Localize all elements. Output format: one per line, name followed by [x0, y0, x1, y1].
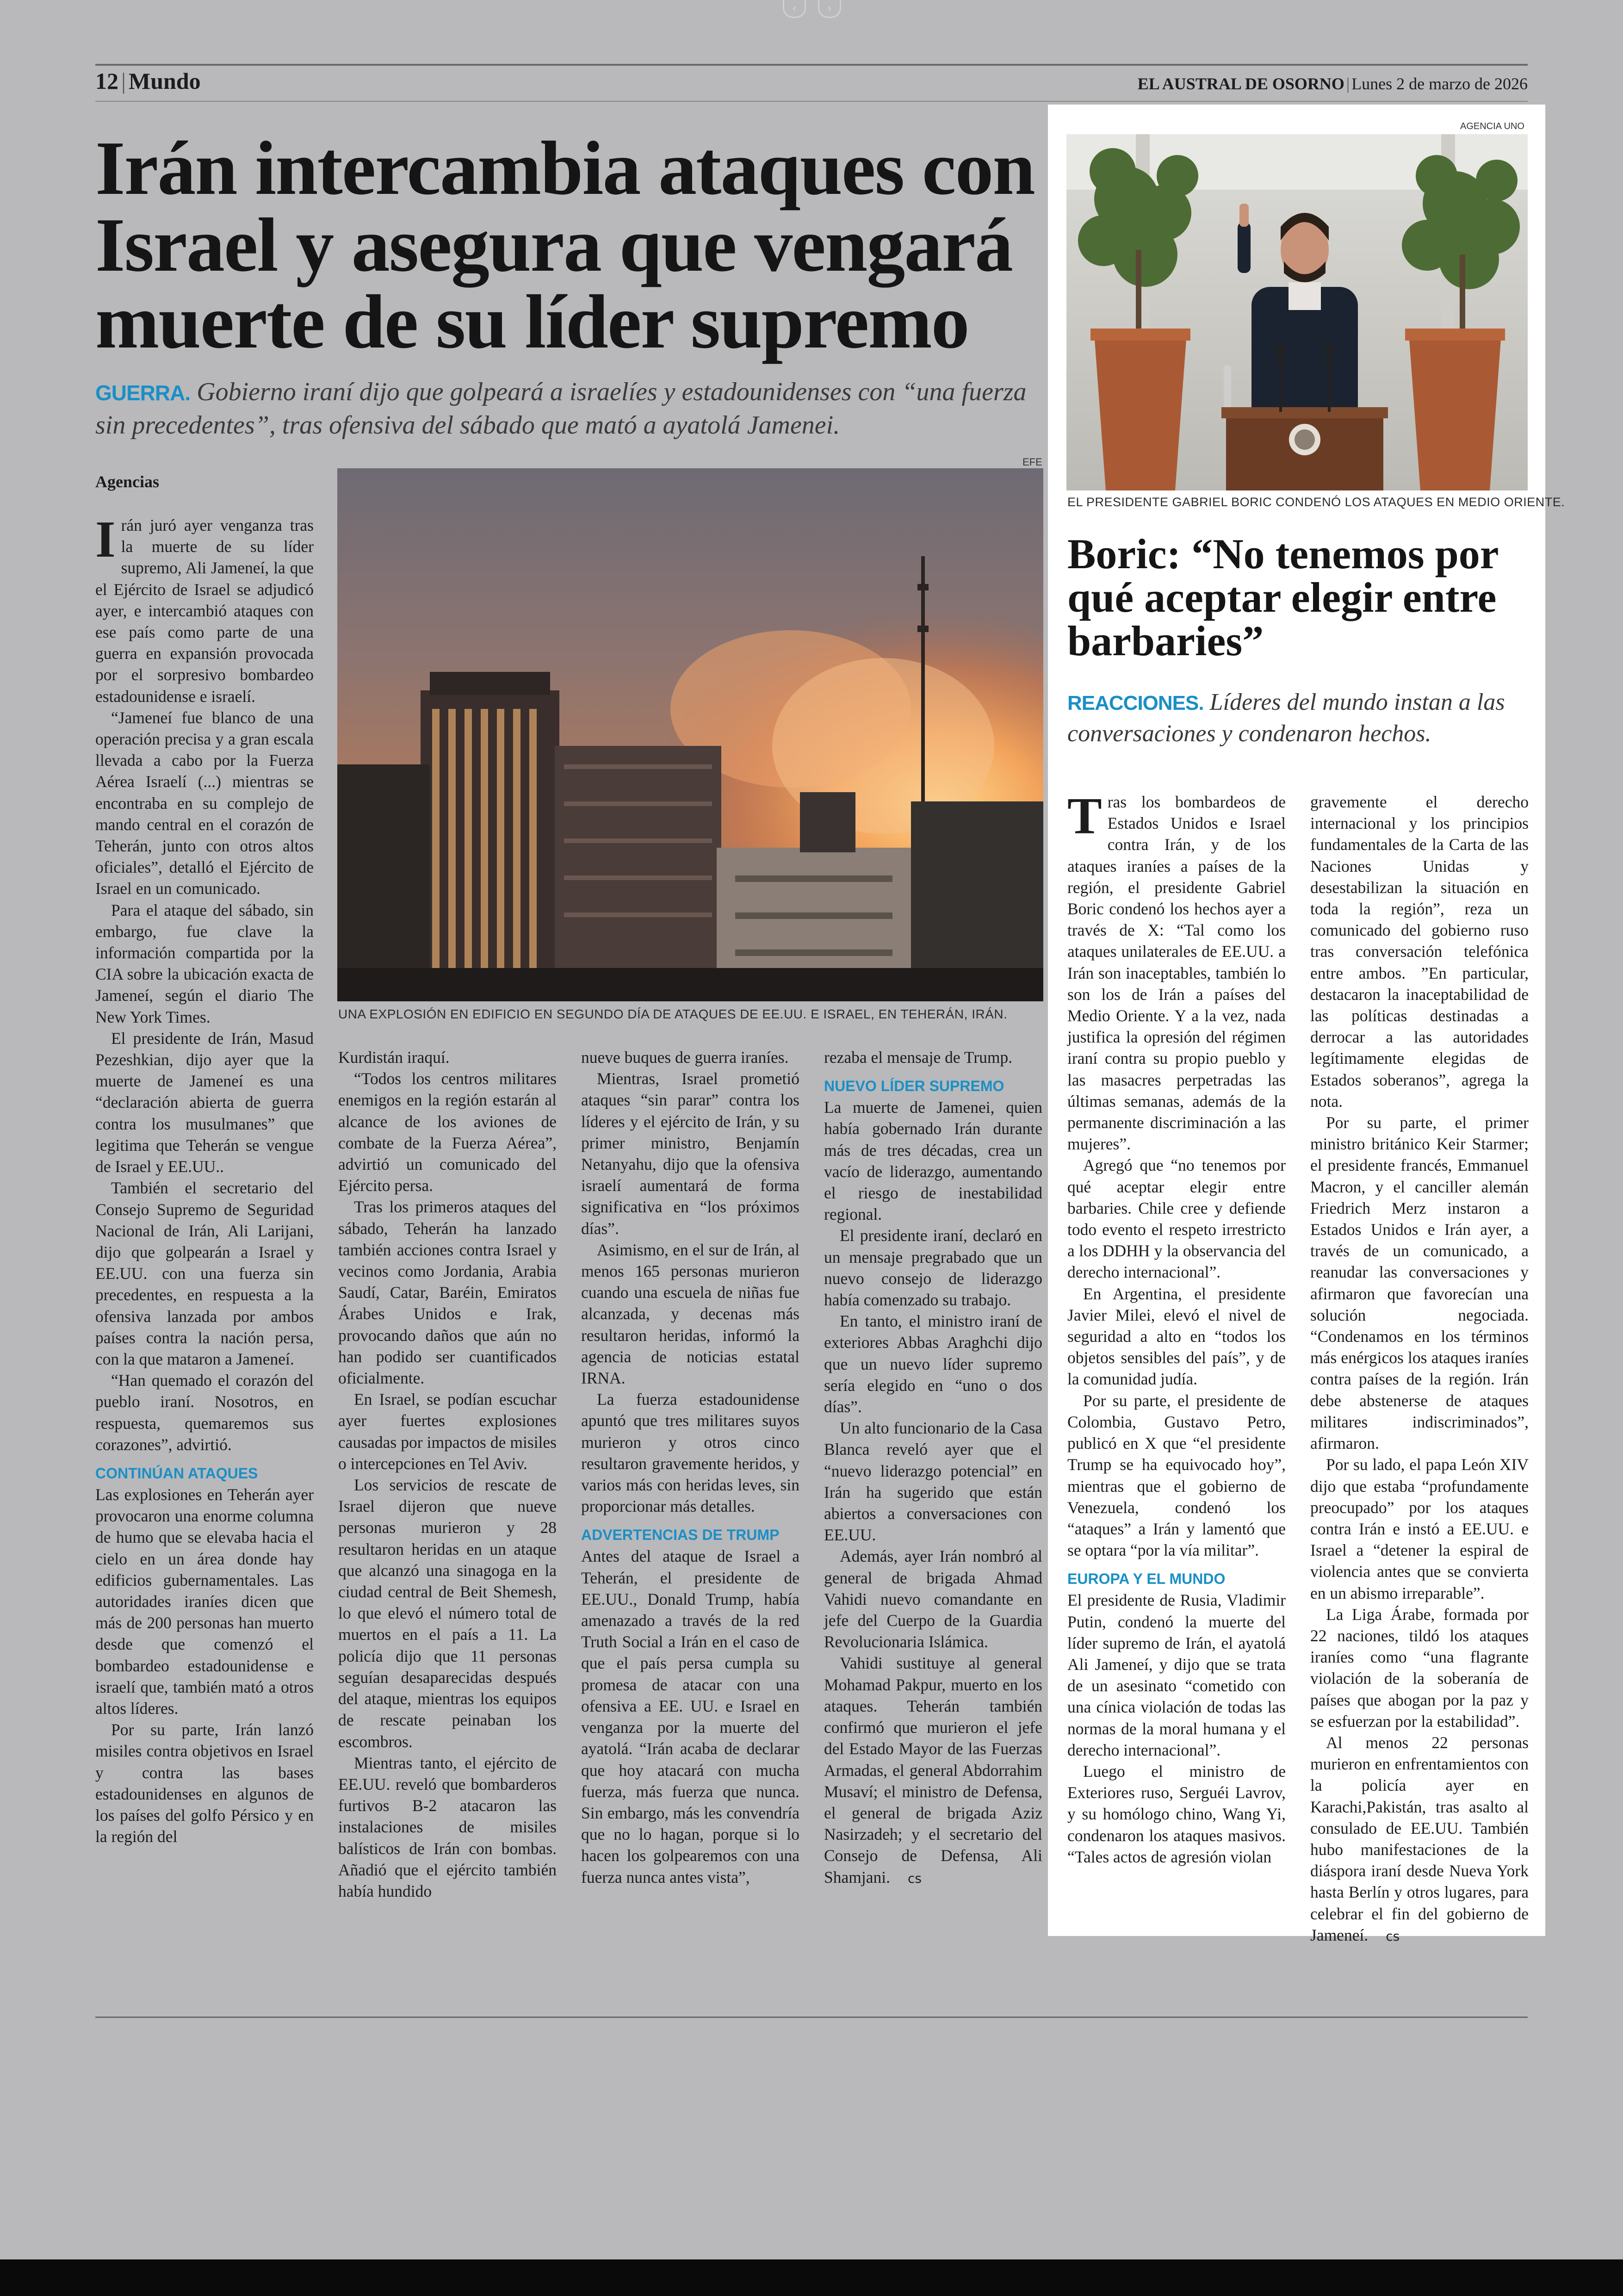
article-paragraph: También el secretario del Consejo Supremo de Seguridad Nacional de Irán, Ali Larijani, dijo que golpearán a Israel y EE.UU. con una fuerza sin precedentes, en respuesta a la ofensiva lanzada por ambos países contra la nación persa, con la que mataron a Jameneí.	[95, 1179, 314, 1368]
article-paragraph: Las explosiones en Teherán ayer provocaron una enorme columna de humo que se elevaba hacia el cielo en un área donde hay edificios gubernamentales. Las autoridades iraníes dicen que más de 200 personas han muerto desde que comenzó el bombardeo estadounidense e israelí que, también mató a otros altos líderes.	[95, 1485, 314, 1718]
main-article-column-2	[338, 1047, 557, 1902]
sidebar-dek-kicker: REACCIONES.	[1067, 692, 1204, 714]
sidebar-photo-credit: AGENCIA UNO	[1460, 121, 1524, 131]
article-paragraph: Irán juró ayer venganza tras la muerte de su líder supremo, Ali Jameneí, la que el Ejército de Israel se adjudicó ayer, e intercambió ataques con ese país como parte de una guerra en expansión provocada por el sorpresivo bombardeo estadounidense e israelí.	[95, 511, 314, 706]
article-paragraph: Agregó que “no tenemos por qué aceptar elegir entre barbaries. Chile cree y defiende todo evento el respeto irrestricto a los DDHH y la observancia del derecho internacional”.	[1067, 1156, 1286, 1282]
sidebar-dek-text: Líderes del mundo instan a las conversaciones y condenaron hechos.	[1067, 689, 1505, 747]
article-paragraph: El presidente de Rusia, Vladimir Putin, condenó la muerte del líder supremo de Irán, el ayatolá Ali Jameneí, y dijo que se trata de un asesinato “cometido con una cínica violación de todas las normas de la moral humana y el derecho internacional”.	[1067, 1591, 1286, 1759]
article-paragraph: “Todos los centros militares enemigos en la región estarán al alcance de los aviones de combate de la Fuerza Aérea”, advirtió un comunicado del Ejército persa.	[338, 1069, 557, 1195]
prev-page-button[interactable]	[783, 0, 806, 18]
article-paragraph: En Israel, se podían escuchar ayer fuertes explosiones causadas por impactos de misiles o intercepciones en Tel Aviv.	[338, 1390, 557, 1473]
article-paragraph: nueve buques de guerra iraníes.	[581, 1048, 789, 1067]
article-paragraph: “Jameneí fue blanco de una operación precisa y a gran escala llevada a cabo por la Fuerza Aérea Israelí (...) mientras se encontraba en su complejo de mando central en el corazón de Teherán, junto con otros altos oficiales”, detalló el Ejército de Israel en un comunicado.	[95, 708, 314, 898]
page-number: 12	[95, 68, 118, 94]
article-paragraph: Los servicios de rescate de Israel dijeron que nueve personas murieron y 28 resultaron heridas en un ataque que alcanzó una sinagoga en la ciudad central de Beit Shemesh, lo que elevó el número total de muertos en el país a 11. La policía dijo que 11 personas seguían desaparecidas después del ataque, mientras los equipos de rescate peinaban los escombros.	[338, 1476, 557, 1751]
sidebar-article-column-1	[1067, 788, 1286, 1868]
end-of-article-icon: cs	[1386, 1928, 1400, 1944]
main-headline: Irán intercambia ataques con Israel y asegura que vengará muerte de su líder supremo	[95, 125, 1035, 364]
sidebar-photo-caption: EL PRESIDENTE GABRIEL BORIC CONDENÓ LOS ATAQUES EN MEDIO ORIENTE.	[1067, 495, 1565, 509]
main-dek	[95, 376, 1044, 441]
viewer-bottom-bar	[0, 2259, 1623, 2296]
main-article-column-4	[824, 1047, 1042, 1889]
article-paragraph: El presidente de Irán, Masud Pezeshkian, dijo ayer que la muerte de Jameneí es una “declaración abierta de guerra contra los musulmanes” que legitima que Teherán se vengue de Israel y EE.UU..	[95, 1029, 314, 1176]
chevron-left-icon: ‹	[792, 2, 797, 15]
subhead-europa-y-el-mundo: EUROPA Y EL MUNDO	[1067, 1570, 1226, 1588]
article-paragraph: Vahidi sustituye al general Mohamad Pakpur, muerto en los ataques. Teherán también confirmó que murieron el jefe del Estado Mayor de las Fuerzas Armadas, el general Abdorrahim Musaví; el ministro de Defensa, el general de brigada Aziz Nasirzadeh; y el secretario del Consejo de Defensa, Ali Shamjani. cs	[824, 1652, 1042, 1889]
main-article-column-1	[95, 511, 314, 1847]
article-paragraph: Además, ayer Irán nombró al general de brigada Ahmad Vahidi nuevo comandante en jefe del Cuerpo de la Guardia Revolucionaria Islámica.	[824, 1547, 1042, 1651]
publication-name: EL AUSTRAL DE OSORNO	[1137, 74, 1344, 93]
sidebar-article-column-2	[1310, 791, 1529, 1947]
article-paragraph: Por su parte, el presidente de Colombia, Gustavo Petro, publicó en X que “el presidente Trump se ha equivocado hoy”, mientras que el gobierno de Venezuela, condenó los “ataques” a Irán y lamentó que se optara “por la vía militar”.	[1067, 1391, 1286, 1560]
sidebar-headline: Boric: “No tenemos por qué aceptar elegir entre barbaries”	[1067, 530, 1498, 664]
header-bottom-rule	[95, 101, 1528, 102]
article-paragraph: Por su parte, el primer ministro británico Keir Starmer; el presidente francés, Emmanuel Macron, y el canciller alemán Friedrich Merz instaron a Estados Unidos e Irán ayer, a través de un comunicado, a reanudar las conversaciones y afirmaron que favorecían una solución negociada. “Condenamos en los términos más enérgicos los ataques iraníes contra países de la región. Irán debe abstenerse de ataques militares indiscriminados”, afirmaron.	[1310, 1113, 1529, 1453]
footer-rule	[95, 2017, 1528, 2018]
dropcap: I	[95, 511, 116, 568]
article-paragraph: Tras los primeros ataques del sábado, Teherán ha lanzado también acciones contra Israel y vecinos como Jordania, Arabia Saudí, Catar, Baréin, Emiratos Árabes Unidos e Irak, provocando daños que aún no han podido ser cuantificados oficialmente.	[338, 1198, 557, 1388]
article-paragraph: rezaba el mensaje de Trump.	[824, 1048, 1013, 1067]
subhead-nuevo-lider-supremo: NUEVO LÍDER SUPREMO	[824, 1078, 1004, 1095]
article-paragraph: La muerte de Jamenei, quien había gobernado Irán durante más de tres décadas, crea un vacío de liderazgo, aumentando el riesgo de inestabilidad regional.	[824, 1098, 1042, 1224]
article-paragraph: Por su lado, el papa León XIV dijo que estaba “profundamente preocupado” por los ataques contra Irán e instó a EE.UU. e Israel a “detener la espiral de violencia antes que se convierta en un abismo irreparable”.	[1310, 1455, 1529, 1602]
issue-date: Lunes 2 de marzo de 2026	[1351, 74, 1528, 93]
article-paragraph: Kurdistán iraquí.	[338, 1048, 450, 1067]
article-paragraph: Por su parte, Irán lanzó misiles contra objetivos en Israel y contra las bases estadounidenses en algunos de los países del golfo Pérsico y en la región del	[95, 1720, 314, 1846]
end-of-article-icon: cs	[907, 1870, 922, 1886]
boric-photo	[1066, 134, 1528, 490]
dropcap: T	[1067, 788, 1102, 845]
page-header-right: EL AUSTRAL DE OSORNO | Lunes 2 de marzo de 2026	[1137, 74, 1528, 93]
article-paragraph: En Argentina, el presidente Javier Milei, elevó el nivel de seguridad a alto en “todos los objetos sensibles del país”, y de la comunidad judía.	[1067, 1284, 1286, 1389]
article-paragraph: La Liga Árabe, formada por 22 naciones, tildó los ataques iraníes como “una flagrante violación de la soberanía de países que abogan por la paz y se esfuerzan por la estabilidad”.	[1310, 1605, 1529, 1731]
tehran-explosion-photo	[337, 468, 1043, 1001]
subhead-advertencias-de-trump: ADVERTENCIAS DE TRUMP	[581, 1527, 780, 1544]
header-top-rule	[95, 64, 1528, 66]
chevron-right-icon: ›	[827, 2, 832, 15]
main-photo-credit: EFE	[1022, 456, 1042, 468]
article-paragraph: Antes del ataque de Israel a Teherán, el presidente de EE.UU., Donald Trump, había amenazado a través de la red Truth Social a Irán en el caso de que el país persa cumpla su promesa de atacar con una ofensiva a EE. UU. e Israel en venganza por la muerte del ayatolá. “Irán acaba de declarar que hoy atacará con mucha fuerza, más fuerza que nunca. Sin embargo, más les convendría que no lo hagan, porque si lo hacen los golpearemos con una fuerza nunca antes vista”,	[581, 1547, 799, 1886]
article-paragraph: El presidente iraní, declaró en un mensaje pregrabado que un nuevo consejo de liderazgo había comenzado su trabajo.	[824, 1226, 1042, 1309]
subhead-continuan-ataques: CONTINÚAN ATAQUES	[95, 1464, 258, 1482]
main-article-column-3	[581, 1047, 799, 1888]
article-paragraph: Al menos 22 personas murieron en enfrentamientos con la policía ayer en Karachi,Pakistán, tras asalto al consulado de EE.UU. También hubo manifestaciones de la diáspora iraní desde Nueva York hasta Berlín y otros lugares, para celebrar el fin del gobierno de Jameneí. cs	[1310, 1732, 1529, 1947]
page-header-left: 12 | Mundo	[95, 68, 201, 94]
article-paragraph: “Han quemado el corazón del pueblo iraní. Nosotros, en respuesta, quemaremos sus corazones”, advirtió.	[95, 1371, 314, 1454]
article-paragraph: gravemente el derecho internacional y los principios fundamentales de la Carta de las Naciones Unidas y desestabilizan la situación en toda la región”, reza un comunicado del gobierno ruso tras conversación telefónica entre ambos. ”En particular, destacaron la inaceptabilidad de las políticas destinadas a derrocar a las autoridades legítimamente elegidas de Estados soberanos”, agrega la nota.	[1310, 793, 1529, 1111]
article-paragraph: Mientras, Israel prometió ataques “sin parar” contra los líderes y el ejército de Irán, y su primer ministro, Benjamín Netanyahu, dijo que la ofensiva israelí aumentará de forma significativa en “los próximos días”.	[581, 1069, 799, 1238]
article-paragraph: En tanto, el ministro iraní de exteriores Abbas Araghchi dijo que un nuevo líder supremo sería elegido en “uno o dos días”.	[824, 1312, 1042, 1416]
section-name: Mundo	[129, 68, 201, 94]
article-paragraph: Un alto funcionario de la Casa Blanca reveló ayer que el “nuevo liderazgo potencial” en Irán ha sugerido que están abiertos a conversaciones con EE.UU.	[824, 1419, 1042, 1545]
article-paragraph: Luego el ministro de Exteriores ruso, Serguéi Lavrov, y su homólogo chino, Wang Yi, condenaron los ataques masivos. “Tales actos de agresión violan	[1067, 1762, 1286, 1866]
article-paragraph: Tras los bombardeos de Estados Unidos e Israel contra Irán, y de los ataques iraníes a países de la región, el presidente Gabriel Boric condenó los hechos ayer a través de X: “Tal como los ataques unilaterales de EE.UU. a Irán son inaceptables, también lo son los de Irán a países del Medio Oriente. Y a la vez, nada justifica la opresión del régimen iraní contra su propio pueblo y las masacres perpetradas las últimas semanas, además de la permanente discriminación a las mujeres”.	[1067, 788, 1286, 1154]
main-dek-text: Gobierno iraní dijo que golpeará a israelíes y estadounidenses con “una fuerza sin precedentes”, tras ofensiva del sábado que mató a ayatolá Jamenei.	[95, 378, 1027, 440]
article-paragraph: Para el ataque del sábado, sin embargo, fue clave la información compartida por la CIA sobre la ubicación exacta de Jameneí, según el diario The New York Times.	[95, 900, 314, 1026]
article-paragraph: Mientras tanto, el ejército de EE.UU. reveló que bombarderos furtivos B-2 atacaron las instalaciones de misiles balísticos de Irán con bombas. Añadió que el ejército también había hundido	[338, 1753, 557, 1900]
article-paragraph: Asimismo, en el sur de Irán, al menos 165 personas murieron cuando una escuela de niñas fue alcanzada, y decenas más resultaron heridas, informó la agencia de noticias estatal IRNA.	[581, 1240, 799, 1388]
sidebar-dek	[1067, 687, 1535, 749]
article-paragraph: La fuerza estadounidense apuntó que tres militares suyos murieron y otros cinco resultaron gravemente heridos, y varios más con heridas leves, sin proporcionar más detalles.	[581, 1390, 799, 1516]
next-page-button[interactable]	[818, 0, 841, 18]
main-photo-caption: UNA EXPLOSIÓN EN EDIFICIO EN SEGUNDO DÍA DE ATAQUES DE EE.UU. E ISRAEL, EN TEHERÁN, IRÁN.	[338, 1007, 1008, 1021]
main-dek-kicker: GUERRA.	[95, 381, 191, 405]
byline: Agencias	[95, 472, 159, 491]
